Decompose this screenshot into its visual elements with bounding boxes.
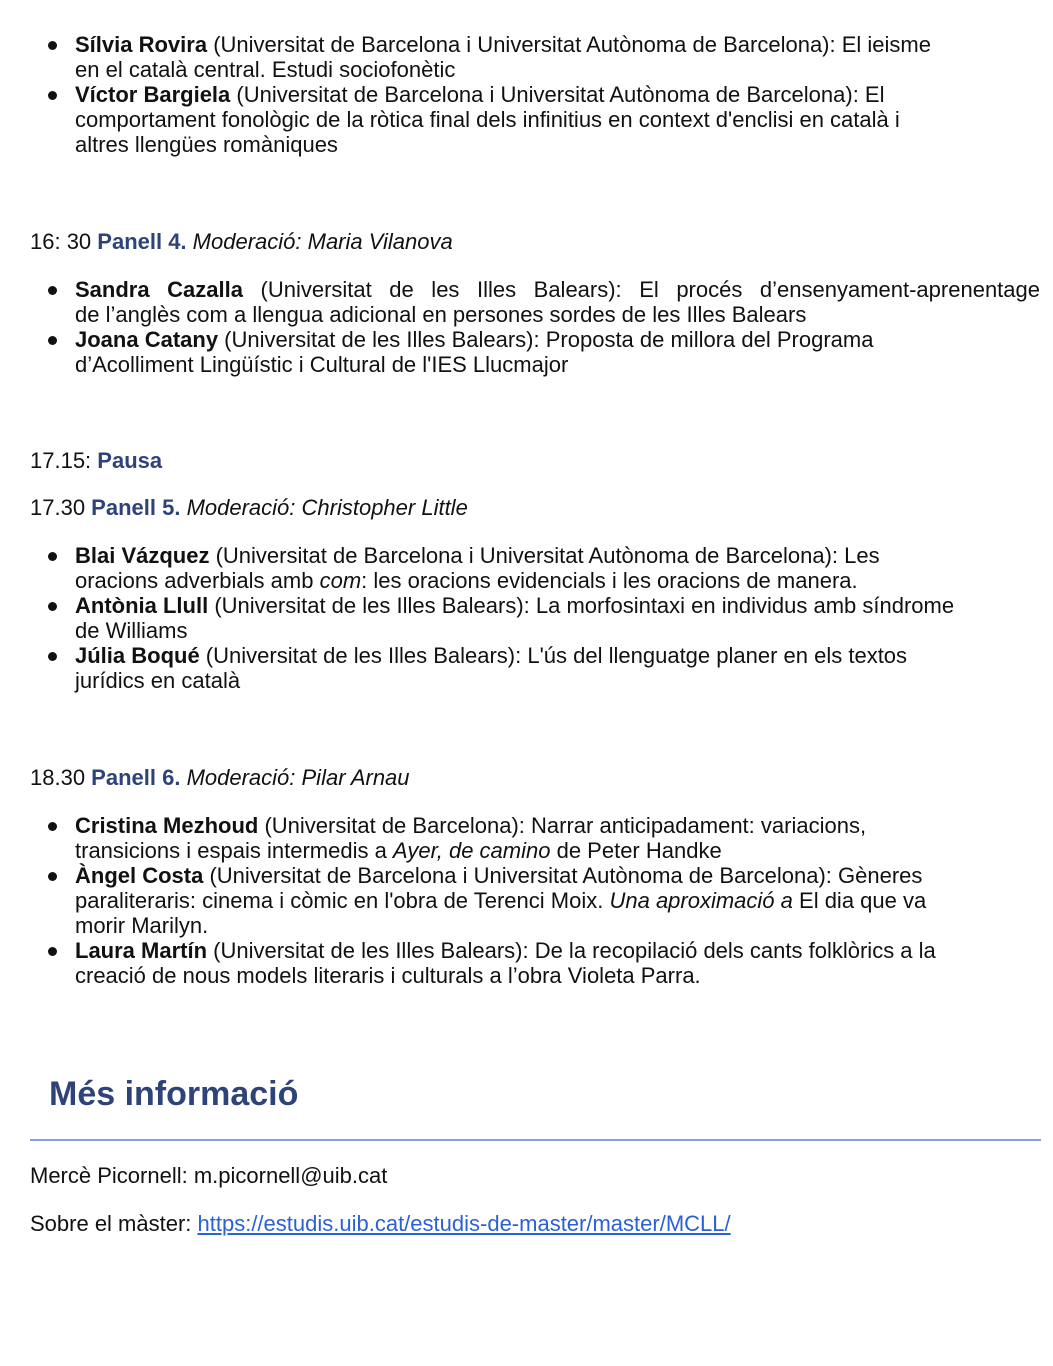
talk-text: (Universitat de Barcelona i Universitat Autònoma de Barcelona): Gèneres [203, 863, 923, 888]
speaker-name: Joana Catany [75, 327, 219, 352]
talk-text: (Universitat de les Illes Balears): Proposta de millora del Programa [218, 327, 874, 352]
talk-line [75, 277, 1040, 302]
list-item [0, 863, 1040, 938]
bullet-icon [48, 652, 57, 661]
speaker-name: Àngel Costa [75, 863, 204, 888]
speaker-name: Sandra Cazalla [75, 277, 243, 302]
speaker-name: Víctor Bargiela [75, 82, 231, 107]
list-item [0, 277, 1040, 327]
talk-text: (Universitat de Barcelona i Universitat Autònoma de Barcelona): Les [209, 543, 880, 568]
moderation: Moderació: Pilar Arnau [180, 765, 410, 790]
talk-text: (Universitat de les Illes Balears): L'ús del llenguatge planer en els textos [199, 643, 908, 668]
list-item [0, 643, 1040, 693]
bullet-icon [48, 286, 57, 295]
speaker-name: Blai Vázquez [75, 543, 210, 568]
talk-text-italic: com [319, 568, 362, 593]
bullet-icon [48, 947, 57, 956]
master-link[interactable]: https://estudis.uib.cat/estudis-de-master/master/MCLL/ [197, 1211, 731, 1236]
moderation: Moderació: Christopher Little [180, 495, 468, 520]
talk-text-cont: El dia que va [792, 888, 927, 913]
speaker-name: Laura Martín [75, 938, 208, 963]
bullet-icon [48, 91, 57, 100]
panel-time: 17.30 [30, 495, 92, 520]
speaker-name: Cristina Mezhoud [75, 813, 259, 838]
talk-text-italic: Ayer, de camino [392, 838, 551, 863]
talk-text-cont: oracions adverbials amb [75, 568, 320, 593]
panel-6-list [0, 813, 1040, 988]
talk-text-cont: transicions i espais intermedis a [75, 838, 393, 863]
bullet-icon [48, 552, 57, 561]
divider [30, 1139, 1041, 1141]
panel-label: Panell 6. [91, 765, 181, 790]
panel-label: Panell 4. [97, 229, 187, 254]
bullet-icon [48, 41, 57, 50]
speaker-name: Sílvia Rovira [75, 32, 208, 57]
bullet-icon [48, 602, 57, 611]
talk-title: comportament fonològic de la ròtica final dels infinitius en context d'enclisi en català i [75, 107, 900, 132]
talk-text-cont: de l’anglès com a llengua adicional en persones sordes de les Illes Balears [75, 302, 807, 327]
more-info-heading: Més informació [49, 1075, 299, 1113]
talk-text-cont: jurídics en català [75, 668, 241, 693]
list-item [0, 327, 1040, 377]
talk-text-cont: d’Acolliment Lingüístic i Cultural de l'IES Llucmajor [75, 352, 569, 377]
master-line [30, 1211, 731, 1236]
list-item [0, 32, 1040, 82]
talk-text-cont: de Williams [75, 618, 188, 643]
panel-label: Panell 5. [91, 495, 181, 520]
moderation: Moderació: Maria Vilanova [186, 229, 453, 254]
contact-line: Mercè Picornell: m.picornell@uib.cat [30, 1163, 388, 1188]
session-list-1 [0, 32, 1040, 157]
list-item [0, 593, 1040, 643]
talk-title-cont: altres llengües romàniques [75, 132, 338, 157]
bullet-icon [48, 872, 57, 881]
talk-title: en el català central. Estudi sociofonètic [75, 57, 456, 82]
talk-text-cont: creació de nous models literaris i culturals a l’obra Violeta Parra. [75, 963, 701, 988]
talk-text: (Universitat de les Illes Balears): De la recopilació dels cants folklòrics a la [207, 938, 936, 963]
panel-time: 18.30 [30, 765, 92, 790]
talk-text: (Universitat de les Illes Balears): El procés d’ensenyament-aprenentage [260, 277, 1040, 302]
panel-5-list [0, 543, 1040, 693]
speaker-name: Antònia Llull [75, 593, 209, 618]
affiliation: (Universitat de Barcelona i Universitat Autònoma de Barcelona): El [230, 82, 885, 107]
list-item [0, 543, 1040, 593]
speaker-name: Júlia Boqué [75, 643, 200, 668]
panel-6-heading [30, 765, 410, 790]
bullet-icon [48, 822, 57, 831]
panel-4-list [0, 277, 1040, 377]
pause-label: Pausa [97, 448, 163, 473]
list-item [0, 938, 1040, 988]
affiliation: (Universitat de Barcelona i Universitat Autònoma de Barcelona): El ieisme [207, 32, 931, 57]
bullet-icon [48, 336, 57, 345]
talk-text-cont: paraliteraris: cinema i còmic en l'obra de Terenci Moix. [75, 888, 610, 913]
talk-text: (Universitat de Barcelona): Narrar anticipadament: variacions, [258, 813, 867, 838]
panel-5-heading [30, 495, 468, 520]
pause-time: 17.15: [30, 448, 98, 473]
talk-text-cont: morir Marilyn. [75, 913, 209, 938]
talk-text-italic: Una aproximació a [609, 888, 793, 913]
talk-text-cont: de Peter Handke [550, 838, 722, 863]
master-label: Sobre el màster: [30, 1211, 198, 1236]
panel-4-heading [30, 229, 453, 254]
pause-heading [30, 448, 162, 473]
panel-time: 16: 30 [30, 229, 98, 254]
talk-text-cont: : les oracions evidencials i les oracions de manera. [361, 568, 858, 593]
list-item [0, 813, 1040, 863]
list-item [0, 82, 1040, 157]
talk-text: (Universitat de les Illes Balears): La morfosintaxi en individus amb síndrome [208, 593, 955, 618]
